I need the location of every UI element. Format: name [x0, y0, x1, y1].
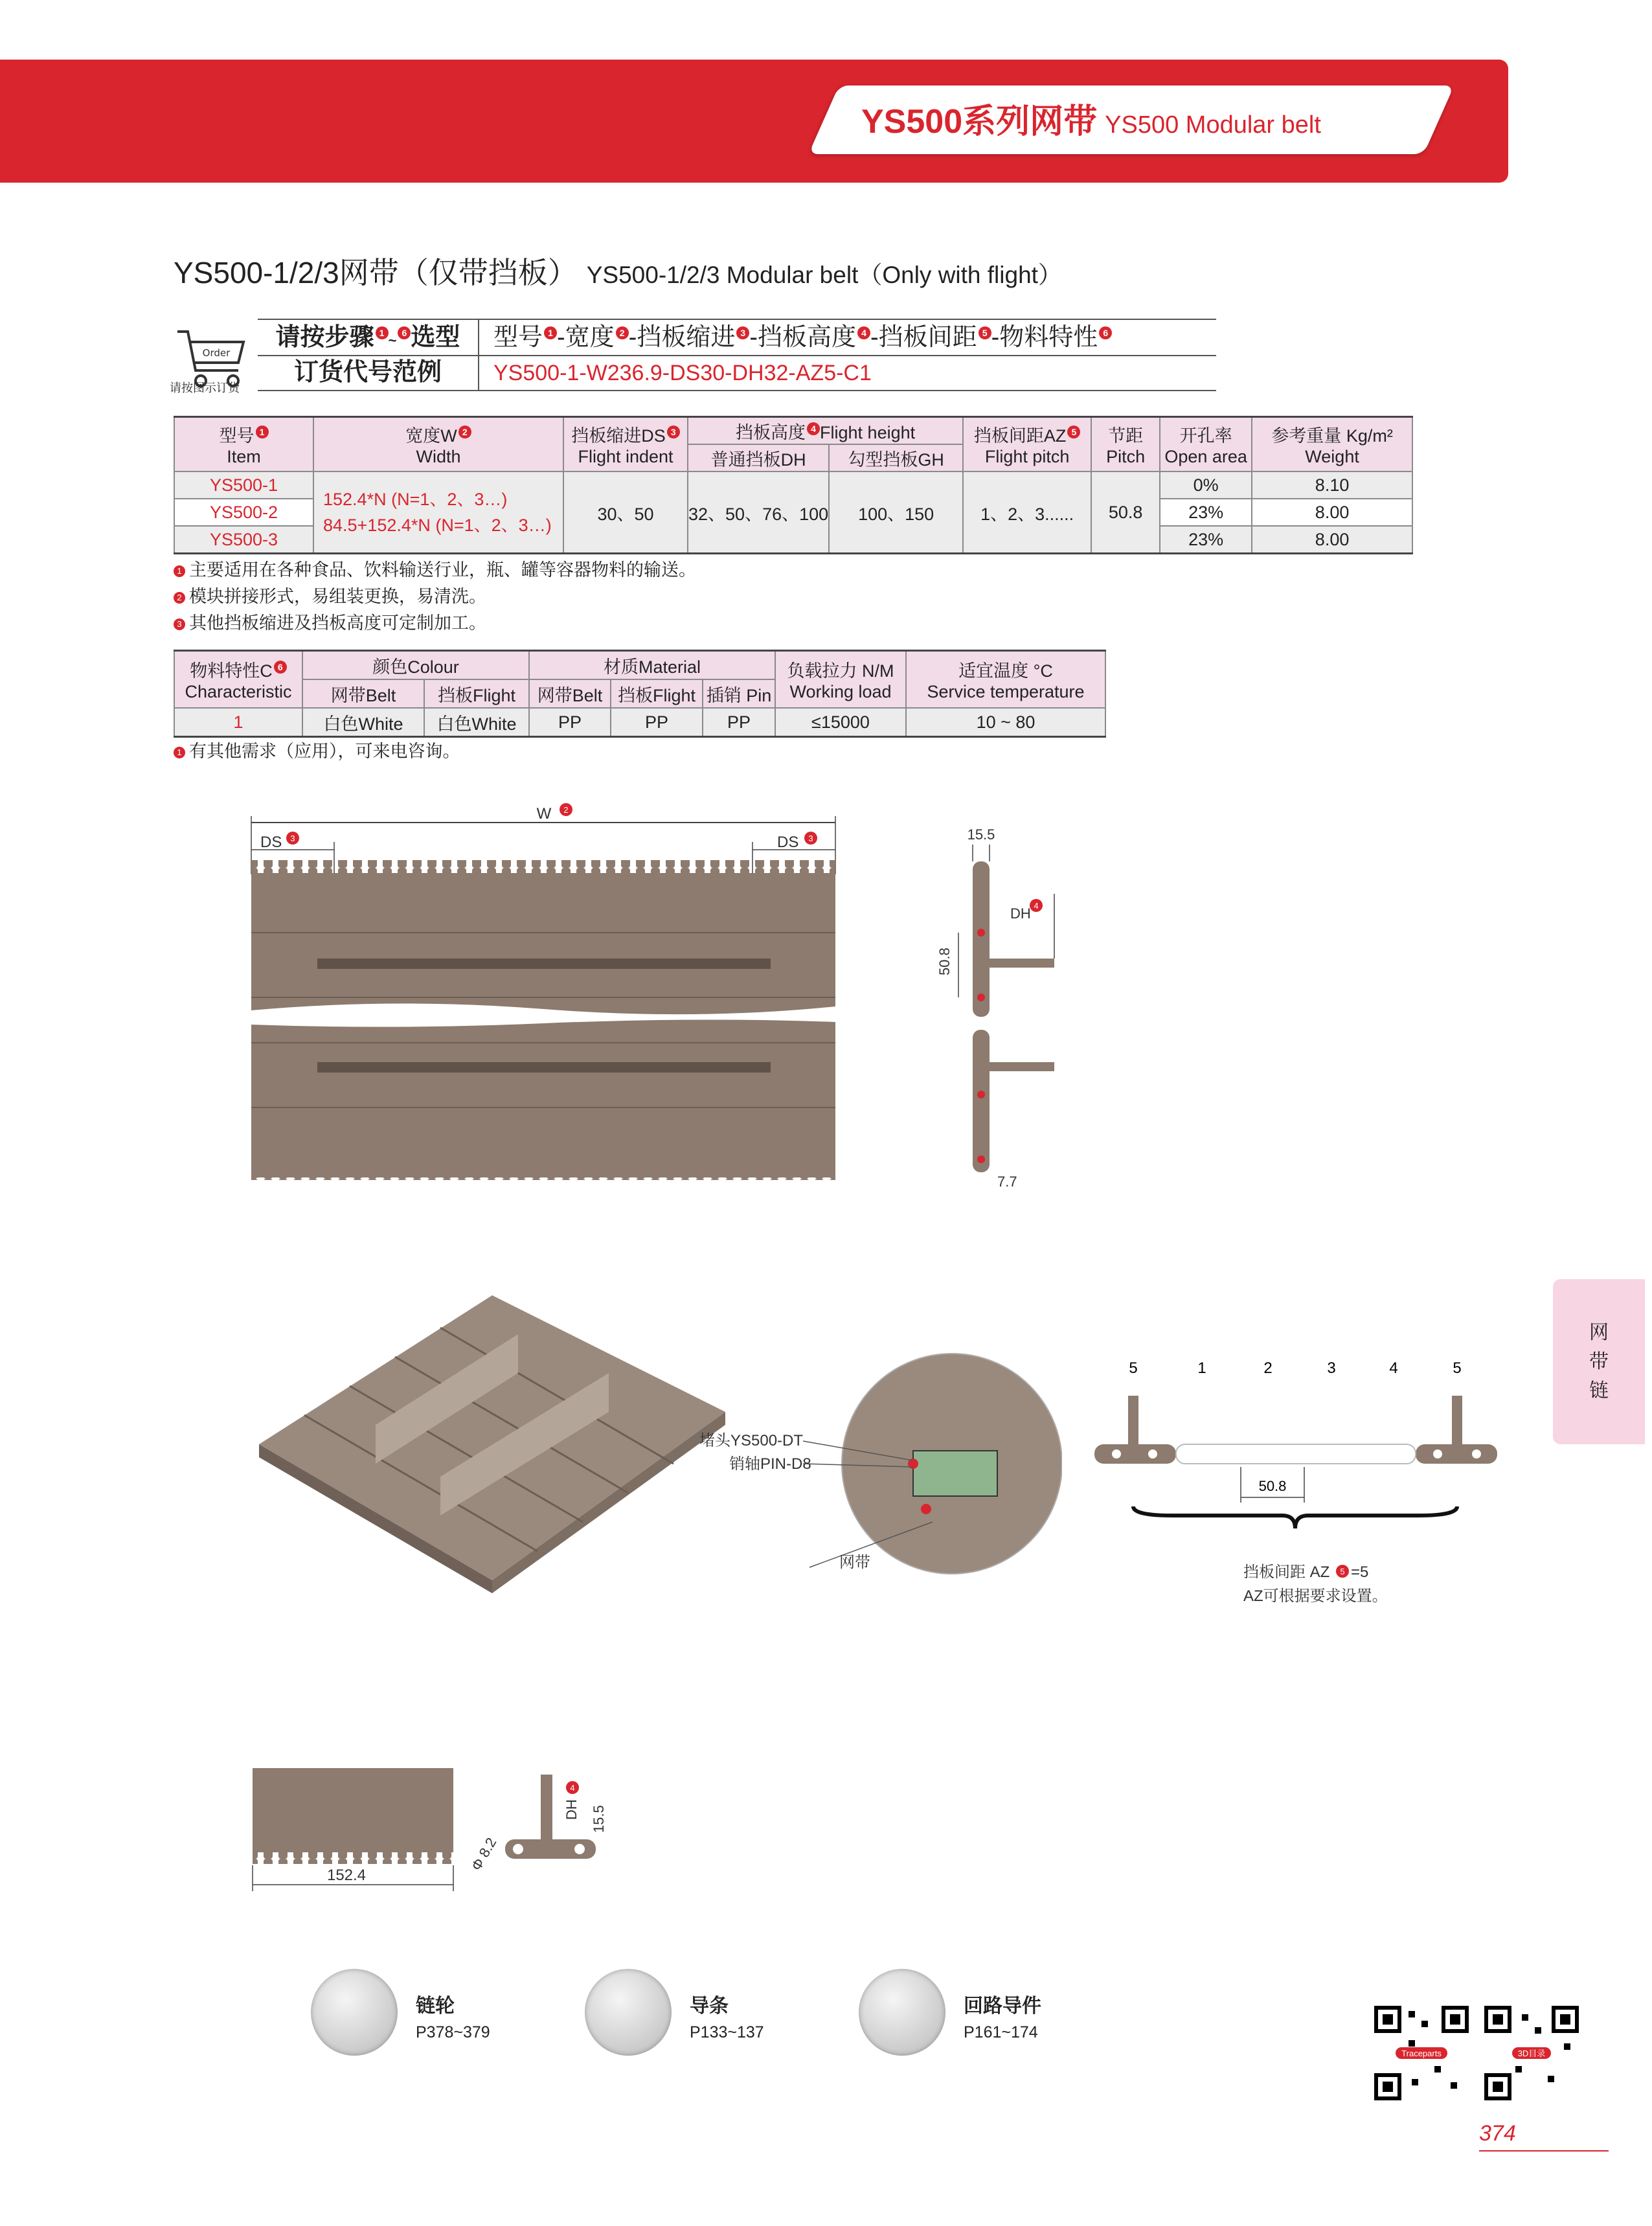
guide-strip-icon — [585, 1969, 672, 2056]
svg-text:2: 2 — [563, 805, 569, 815]
svg-text:152.4: 152.4 — [326, 1867, 367, 1884]
order-steps-label: 请按步骤 1 ~ 6 选型 — [258, 320, 479, 358]
th-material: 材质Material — [529, 651, 775, 680]
gh-cell: 100、150 — [829, 471, 963, 554]
note-item: 3 其他挡板缩进及挡板高度可定制加工。 — [174, 610, 696, 637]
order-example-row — [258, 355, 1216, 391]
weight-cell: 8.10 — [1252, 471, 1412, 499]
qr-code-traceparts[interactable] — [1373, 2005, 1470, 2102]
order-caption: 请按图示订货 — [170, 381, 240, 394]
th-indent: 挡板缩进DS 3 Flight indent — [563, 417, 688, 472]
th-width: 宽度W 2 Width — [313, 417, 563, 472]
open-area-cell: 0% — [1160, 471, 1252, 499]
svg-text:Traceparts: Traceparts — [1401, 2049, 1442, 2058]
note-item: 2 模块拼接形式，易组装更换，易清洗。 — [174, 584, 696, 610]
section-tab-label: 网 带 链 — [1589, 1322, 1609, 1402]
accessory-name: 导条 — [690, 1995, 729, 2017]
flight-pitch-cell: 1、2、3...... — [963, 471, 1091, 554]
page-number: 374 — [1479, 2121, 1516, 2146]
svg-text:DS: DS — [260, 834, 282, 851]
item-cell: YS500-3 — [174, 526, 313, 554]
feature-notes — [174, 557, 696, 637]
svg-text:3: 3 — [1327, 1359, 1336, 1377]
th-colour-flight: 挡板Flight — [424, 679, 529, 708]
svg-text:4: 4 — [1389, 1359, 1398, 1377]
accessory-pages: P378~379 — [416, 2023, 490, 2041]
belt-side-view-drawing — [933, 823, 1088, 1192]
th-mat-pin: 插销 Pin — [703, 679, 775, 708]
mat-pin-cell: PP — [703, 708, 775, 737]
svg-text:2: 2 — [1263, 1359, 1273, 1377]
callout-cap: 堵头YS500-DT — [699, 1432, 804, 1449]
indent-cell: 30、50 — [563, 471, 688, 554]
svg-text:=5: =5 — [1351, 1563, 1369, 1581]
model-spec-table — [174, 416, 1413, 554]
colour-flight-cell: 白色White — [424, 708, 529, 737]
svg-text:5: 5 — [1340, 1567, 1345, 1576]
return-roller-icon — [859, 1969, 945, 2056]
th-mat-belt: 网带Belt — [529, 679, 611, 708]
mat-flight-cell: PP — [611, 708, 703, 737]
qr-code-3d-catalog[interactable] — [1483, 2005, 1580, 2102]
th-pitch: 节距 Pitch — [1091, 417, 1160, 472]
open-area-cell: 23% — [1160, 526, 1252, 554]
accessory-pages: P161~174 — [964, 2023, 1038, 2041]
colour-belt-cell: 白色White — [302, 708, 424, 737]
belt-iso-drawing — [246, 1282, 738, 1593]
svg-text:15.5: 15.5 — [591, 1805, 607, 1833]
th-colour: 颜色Colour — [302, 651, 529, 680]
page-title-cn: YS500-1/2/3网带（仅带挡板） — [174, 256, 578, 290]
th-weight: 参考重量 Kg/m² Weight — [1252, 417, 1412, 472]
sprocket-icon — [311, 1969, 398, 2056]
order-steps-value: 型号 1 -宽度 2 -挡板缩进 3 -挡板高度 4 -挡板间距 5 -物料特性 6 — [479, 320, 1112, 355]
flight-pitch-diagram — [1088, 1354, 1515, 1626]
th-load: 负载拉力 N/M Working load — [775, 651, 906, 709]
svg-text:3: 3 — [808, 834, 813, 843]
accessory-name: 回路导件 — [964, 1995, 1041, 2017]
pin-detail-drawing — [699, 1295, 1062, 1587]
th-colour-belt: 网带Belt — [302, 679, 424, 708]
width-cell: 152.4*N (N=1、2、3…) 84.5+152.4*N (N=1、2、3…) — [313, 471, 563, 554]
page-number-underline — [1479, 2150, 1609, 2152]
th-gh: 勾型挡板GH — [829, 444, 963, 471]
char-cell: 1 — [174, 708, 302, 737]
svg-text:3D目录: 3D目录 — [1517, 2049, 1546, 2058]
svg-text:DH: DH — [1010, 905, 1031, 922]
page-title-en: YS500-1/2/3 Modular belt（Only with flight） — [586, 262, 1062, 288]
dh-cell: 32、50、76、100 — [688, 471, 829, 554]
weight-cell: 8.00 — [1252, 526, 1412, 554]
material-spec-table — [174, 650, 1106, 738]
svg-text:7.7: 7.7 — [997, 1174, 1017, 1190]
series-title — [861, 96, 1321, 148]
svg-text:W: W — [536, 805, 552, 823]
weight-cell: 8.00 — [1252, 499, 1412, 526]
svg-text:5: 5 — [1453, 1359, 1462, 1377]
th-flight-height: 挡板高度 4 Flight height — [688, 417, 963, 445]
svg-text:50.8: 50.8 — [936, 948, 953, 975]
mat-belt-cell: PP — [529, 708, 611, 737]
svg-text:AZ可根据要求设置。: AZ可根据要求设置。 — [1243, 1587, 1388, 1605]
svg-text:Order: Order — [202, 347, 231, 359]
open-area-cell: 23% — [1160, 499, 1252, 526]
load-cell: ≤15000 — [775, 708, 906, 737]
callout-pin: 销轴PIN-D8 — [729, 1455, 811, 1473]
temp-cell: 10 ~ 80 — [906, 708, 1105, 737]
svg-text:15.5: 15.5 — [967, 826, 995, 843]
th-characteristic: 物料特性C 6 Characteristic — [174, 651, 302, 709]
note-item: 1 主要适用在各种食品、饮料输送行业，瓶、罐等容器物料的输送。 — [174, 557, 696, 584]
order-example-label: 订货代号范例 — [258, 355, 479, 390]
contact-note: 1 有其他需求（应用），可来电咨询。 — [174, 738, 460, 765]
order-steps-row — [258, 319, 1216, 356]
page-title — [174, 249, 1062, 292]
item-cell: YS500-2 — [174, 499, 313, 526]
pitch-cell: 50.8 — [1091, 471, 1160, 554]
th-dh: 普通挡板DH — [688, 444, 829, 471]
th-temp: 适宜温度 °C Service temperature — [906, 651, 1105, 709]
svg-text:挡板间距 AZ: 挡板间距 AZ — [1243, 1563, 1330, 1581]
svg-text:5: 5 — [1129, 1359, 1138, 1377]
th-item: 型号 1 Item — [174, 417, 313, 472]
series-title-cn: YS500系列网带 — [861, 103, 1098, 141]
th-open-area: 开孔率 Open area — [1160, 417, 1252, 472]
accessory-name: 链轮 — [416, 1995, 455, 2017]
svg-text:1: 1 — [1197, 1359, 1206, 1377]
th-flight-pitch: 挡板间距AZ 5 Flight pitch — [963, 417, 1091, 472]
item-cell: YS500-1 — [174, 471, 313, 499]
order-example-value: YS500-1-W236.9-DS30-DH32-AZ5-C1 — [493, 361, 872, 385]
series-title-en: YS500 Modular belt — [1105, 111, 1321, 139]
svg-text:50.8: 50.8 — [1258, 1478, 1287, 1494]
svg-text:Φ 8.2: Φ 8.2 — [468, 1835, 500, 1874]
belt-top-view-drawing — [246, 803, 855, 1192]
svg-text:4: 4 — [570, 1783, 575, 1793]
accessory-pages: P133~137 — [690, 2023, 764, 2041]
svg-text:DS: DS — [777, 834, 799, 851]
th-mat-flight: 挡板Flight — [611, 679, 703, 708]
svg-text:3: 3 — [290, 834, 295, 843]
svg-text:4: 4 — [1034, 901, 1039, 911]
svg-text:DH: DH — [563, 1799, 580, 1820]
module-dimension-drawing — [246, 1755, 648, 1898]
callout-belt: 网带 — [839, 1554, 870, 1571]
